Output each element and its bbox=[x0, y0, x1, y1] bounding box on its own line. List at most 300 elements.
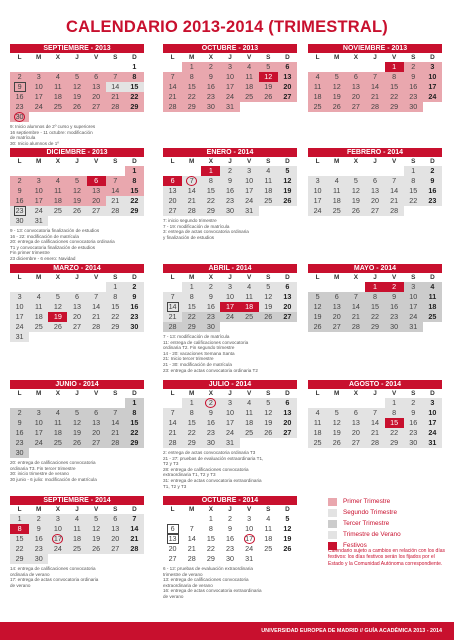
day-cell: 19 bbox=[48, 312, 67, 322]
day-cell: 28 bbox=[163, 322, 182, 332]
day-cell: 23 bbox=[201, 92, 220, 102]
day-cell: 21 bbox=[163, 428, 182, 438]
day-cell bbox=[125, 112, 144, 122]
day-cell bbox=[106, 448, 125, 458]
day-cell: 15 bbox=[385, 418, 404, 428]
day-cell: 12 bbox=[308, 302, 327, 312]
day-cell: 26 bbox=[67, 102, 86, 112]
weekday-label: D bbox=[430, 274, 435, 281]
day-cell: 9 bbox=[10, 418, 29, 428]
note-line: 23: entrega de actas convocatoria ordinaria T2 bbox=[163, 367, 258, 373]
day-cell: 26 bbox=[346, 206, 365, 216]
day-cell: 2 bbox=[29, 514, 48, 524]
day-cell bbox=[67, 282, 86, 292]
day-cell: 21 bbox=[87, 312, 106, 322]
day-cell: 28 bbox=[182, 206, 201, 216]
week-row bbox=[10, 554, 144, 564]
day-cell: 17 bbox=[220, 82, 239, 92]
day-cell: 31 bbox=[245, 554, 254, 563]
weekday-row bbox=[308, 53, 442, 62]
day-cell: 11 bbox=[240, 408, 259, 418]
legend-label: Segundo Trimestre bbox=[343, 509, 397, 516]
legend-label: Primer Trimestre bbox=[343, 498, 391, 505]
day-cell: 8 bbox=[125, 408, 144, 418]
week-row bbox=[163, 92, 297, 102]
weekday-label: M bbox=[189, 158, 195, 165]
day-cell: 25 bbox=[308, 438, 327, 448]
month-calendar bbox=[163, 44, 297, 112]
day-cell bbox=[423, 102, 442, 112]
weekday-label: M bbox=[36, 54, 42, 61]
day-cell: 12 bbox=[327, 418, 346, 428]
week-row bbox=[308, 282, 442, 292]
day-cell bbox=[327, 282, 346, 292]
week-row bbox=[163, 408, 297, 418]
footnote: Calendario sujeto a cambios en relación con los días festivos: los días festivos serán los fijados por el Estado y la Comunidad Autónoma correspondiente. bbox=[328, 548, 446, 567]
week-row bbox=[10, 448, 144, 458]
week-row bbox=[10, 534, 144, 544]
day-cell: 7 bbox=[182, 176, 201, 186]
day-cell: 20 bbox=[168, 544, 177, 553]
day-cell: 3 bbox=[240, 166, 259, 176]
day-cell: 7 bbox=[385, 176, 404, 186]
day-cell: 26 bbox=[259, 92, 278, 102]
day-cell: 29 bbox=[125, 102, 144, 112]
day-cell: 21 bbox=[125, 534, 144, 544]
weekday-label: V bbox=[94, 506, 99, 513]
day-cell bbox=[87, 282, 106, 292]
weekday-label: L bbox=[17, 390, 22, 397]
week-row bbox=[163, 72, 297, 82]
day-cell: 4 bbox=[308, 408, 327, 418]
month-calendar bbox=[10, 496, 144, 588]
weekday-label: L bbox=[170, 158, 175, 165]
day-cell: 2 bbox=[201, 62, 220, 72]
day-cell: 26 bbox=[67, 438, 86, 448]
day-cell: 3 bbox=[423, 398, 442, 408]
note-line: extraordinaria de verano bbox=[163, 582, 213, 588]
week-row bbox=[308, 292, 442, 302]
note-line: 16 - 22: modificación de matrícula bbox=[10, 233, 79, 239]
day-cell: 17 bbox=[10, 312, 29, 322]
day-cell: 8 bbox=[365, 292, 384, 302]
day-cell: 26 bbox=[67, 206, 86, 216]
month-header: OCTUBRE - 2013 bbox=[163, 44, 297, 53]
day-cell: 2 bbox=[220, 166, 239, 176]
day-cell: 7 bbox=[189, 524, 194, 533]
day-cell: 22 bbox=[201, 196, 220, 206]
day-cell: 13 bbox=[87, 418, 106, 428]
day-cell: 11 bbox=[48, 418, 67, 428]
note-line: 17: entrega de actas convocatoria ordinaria bbox=[10, 577, 99, 583]
day-cell: 9 bbox=[201, 292, 220, 302]
weekday-label: X bbox=[353, 390, 358, 397]
day-cell bbox=[327, 398, 346, 408]
day-cell: 27 bbox=[278, 428, 297, 438]
weekday-row bbox=[10, 389, 144, 398]
week-row bbox=[163, 554, 297, 564]
weekday-label: V bbox=[94, 274, 99, 281]
week-row bbox=[10, 206, 144, 216]
day-cell: 3 bbox=[308, 176, 327, 186]
day-cell: 17 bbox=[245, 534, 254, 543]
week-row bbox=[308, 176, 442, 186]
weekday-label: S bbox=[113, 158, 118, 165]
note-line: 13: entrega de calificaciones convocatoria bbox=[163, 577, 249, 583]
day-cell bbox=[48, 448, 67, 458]
note-line: 3: entrega de actas convocatoria ordinaria bbox=[163, 229, 249, 235]
weekday-label: S bbox=[266, 390, 271, 397]
weekday-label: X bbox=[353, 158, 358, 165]
week-row bbox=[10, 166, 144, 176]
day-cell: 23 bbox=[10, 438, 29, 448]
day-cell: 17 bbox=[423, 418, 442, 428]
month-header: NOVIEMBRE - 2013 bbox=[308, 44, 442, 53]
day-cell: 1 bbox=[125, 166, 144, 176]
day-cell: 9 bbox=[220, 176, 239, 186]
day-cell bbox=[29, 282, 48, 292]
week-row bbox=[163, 398, 297, 408]
week-row bbox=[10, 62, 144, 72]
month-calendar bbox=[10, 148, 144, 262]
day-cell: 28 bbox=[125, 544, 144, 554]
day-cell bbox=[125, 448, 144, 458]
day-cell: 11 bbox=[327, 186, 346, 196]
weekday-label: L bbox=[17, 158, 22, 165]
week-row bbox=[163, 62, 297, 72]
day-cell bbox=[259, 322, 278, 332]
day-cell: 23 bbox=[201, 428, 220, 438]
weekday-label: J bbox=[228, 158, 232, 165]
day-cell: 18 bbox=[264, 534, 273, 543]
day-cell: 1 bbox=[10, 514, 29, 524]
day-cell: 23 bbox=[385, 312, 404, 322]
day-cell: 12 bbox=[283, 524, 292, 533]
day-cell: 15 bbox=[365, 302, 384, 312]
note-line: T1, T2 y T3 bbox=[163, 483, 187, 489]
day-cell: 1 bbox=[201, 166, 220, 176]
day-cell: 5 bbox=[87, 514, 106, 524]
day-cell: 29 bbox=[206, 554, 215, 563]
day-cell: 5 bbox=[327, 408, 346, 418]
day-cell: 3 bbox=[220, 398, 239, 408]
day-cell: 13 bbox=[346, 418, 365, 428]
day-cell: 19 bbox=[259, 418, 278, 428]
day-cell bbox=[259, 102, 278, 112]
day-cell bbox=[106, 332, 125, 342]
day-cell bbox=[278, 322, 297, 332]
day-cell: 16 bbox=[220, 186, 239, 196]
day-cell: 19 bbox=[67, 92, 86, 102]
day-cell: 25 bbox=[48, 438, 67, 448]
day-cell: 16 bbox=[385, 302, 404, 312]
day-cell: 15 bbox=[182, 82, 201, 92]
day-cell: 27 bbox=[278, 92, 297, 102]
month-notes bbox=[163, 566, 297, 600]
week-row bbox=[163, 438, 297, 448]
day-cell: 17 bbox=[220, 302, 239, 312]
day-cell: 15 bbox=[182, 418, 201, 428]
day-cell: 3 bbox=[10, 292, 29, 302]
day-cell bbox=[346, 166, 365, 176]
day-cell bbox=[346, 398, 365, 408]
weekday-label: X bbox=[353, 54, 358, 61]
day-cell: 7 bbox=[163, 408, 182, 418]
day-cell: 30 bbox=[29, 554, 48, 564]
day-cell: 25 bbox=[67, 544, 86, 554]
day-cell: 18 bbox=[327, 196, 346, 206]
note-line: 21 - 30: modificación de matrícula bbox=[163, 361, 232, 367]
day-cell: 15 bbox=[182, 302, 201, 312]
weekday-row bbox=[163, 157, 297, 166]
day-cell: 26 bbox=[87, 544, 106, 554]
day-cell: 16 bbox=[404, 82, 423, 92]
weekday-label: L bbox=[170, 274, 175, 281]
day-cell: 26 bbox=[48, 322, 67, 332]
note-line: 21 - 27: pruebas de evaluación extraordinaria T1, bbox=[163, 455, 264, 461]
day-cell bbox=[163, 62, 182, 72]
weekday-row bbox=[163, 53, 297, 62]
weekday-label: J bbox=[228, 54, 232, 61]
day-cell: 26 bbox=[327, 102, 346, 112]
day-cell: 13 bbox=[278, 292, 297, 302]
day-cell bbox=[87, 332, 106, 342]
legend-label: Trimestre de Verano bbox=[343, 531, 401, 538]
day-cell: 26 bbox=[308, 322, 327, 332]
day-cell: 10 bbox=[308, 186, 327, 196]
week-row bbox=[308, 302, 442, 312]
day-cell: 8 bbox=[10, 524, 29, 534]
day-cell: 19 bbox=[67, 428, 86, 438]
weekday-label: V bbox=[247, 506, 252, 513]
day-cell: 20 bbox=[67, 312, 86, 322]
weekday-label: M bbox=[36, 390, 42, 397]
day-cell bbox=[48, 554, 67, 564]
day-cell: 8 bbox=[182, 292, 201, 302]
day-cell bbox=[327, 62, 346, 72]
day-cell: 13 bbox=[278, 72, 297, 82]
weekday-label: X bbox=[55, 158, 60, 165]
note-line: de matrícula bbox=[10, 135, 36, 141]
day-cell: 2 bbox=[227, 514, 232, 523]
weekday-label: X bbox=[353, 274, 358, 281]
weekday-label: L bbox=[17, 274, 22, 281]
day-cell: 24 bbox=[220, 92, 239, 102]
day-cell: 28 bbox=[87, 322, 106, 332]
weekday-row bbox=[10, 505, 144, 514]
day-cell: 18 bbox=[240, 82, 259, 92]
day-cell: 7 bbox=[106, 176, 125, 186]
day-cell: 20 bbox=[327, 312, 346, 322]
weekday-label: D bbox=[132, 54, 137, 61]
weekday-label: S bbox=[411, 54, 416, 61]
day-cell: 10 bbox=[48, 524, 67, 534]
day-cell: 7 bbox=[87, 292, 106, 302]
month-calendar bbox=[10, 380, 144, 482]
weekday-label: D bbox=[430, 390, 435, 397]
day-cell: 3 bbox=[29, 408, 48, 418]
week-row bbox=[163, 312, 297, 322]
day-cell: 20 bbox=[278, 82, 297, 92]
day-cell bbox=[48, 332, 67, 342]
weekday-label: V bbox=[392, 390, 397, 397]
day-cell bbox=[67, 554, 86, 564]
legend-label: Tercer Trimestre bbox=[343, 520, 390, 527]
day-cell: 1 bbox=[125, 398, 144, 408]
day-cell: 3 bbox=[220, 282, 239, 292]
day-cell: 19 bbox=[67, 196, 86, 206]
weekday-label: S bbox=[113, 54, 118, 61]
week-row bbox=[308, 428, 442, 438]
day-cell: 14 bbox=[87, 302, 106, 312]
day-cell: 30 bbox=[10, 448, 29, 458]
day-cell: 14 bbox=[106, 186, 125, 196]
week-row bbox=[10, 438, 144, 448]
day-cell: 9 bbox=[201, 72, 220, 82]
day-cell: 13 bbox=[87, 186, 106, 196]
week-row bbox=[163, 534, 297, 544]
day-cell: 7 bbox=[163, 292, 182, 302]
weekday-label: D bbox=[132, 390, 137, 397]
week-row bbox=[10, 524, 144, 534]
note-line: 2: entrega de actas convocatoria ordinaria T3 bbox=[163, 450, 256, 455]
day-cell: 21 bbox=[182, 196, 201, 206]
day-cell: 20 bbox=[365, 196, 384, 206]
day-cell: 4 bbox=[266, 514, 271, 523]
month-header: MAYO - 2014 bbox=[308, 264, 442, 273]
day-cell: 3 bbox=[247, 514, 252, 523]
day-cell: 13 bbox=[163, 186, 182, 196]
day-cell: 17 bbox=[308, 196, 327, 206]
day-cell: 10 bbox=[245, 524, 254, 533]
day-cell: 6 bbox=[106, 514, 125, 524]
day-cell: 19 bbox=[327, 428, 346, 438]
legend-swatch bbox=[328, 498, 337, 506]
day-cell: 29 bbox=[365, 322, 384, 332]
weekday-label: S bbox=[411, 274, 416, 281]
weekday-label: L bbox=[315, 390, 320, 397]
day-cell: 6 bbox=[327, 292, 346, 302]
day-cell: 1 bbox=[385, 398, 404, 408]
month-calendar bbox=[10, 44, 144, 146]
day-cell: 31 bbox=[404, 322, 423, 332]
day-cell: 3 bbox=[29, 72, 48, 82]
day-cell: 25 bbox=[327, 206, 346, 216]
week-row bbox=[163, 176, 297, 186]
note-line: 16: entrega de actas convocatoria extraordinaria bbox=[163, 588, 262, 594]
week-row bbox=[308, 62, 442, 72]
note-line: T1 y convocatoria finalización de estudios bbox=[10, 244, 96, 250]
day-cell bbox=[106, 166, 125, 176]
weekday-label: X bbox=[55, 390, 60, 397]
week-row bbox=[163, 166, 297, 176]
day-cell: 24 bbox=[404, 312, 423, 322]
day-cell: 24 bbox=[423, 428, 442, 438]
day-cell: 10 bbox=[240, 176, 259, 186]
day-cell bbox=[10, 62, 29, 72]
day-cell: 17 bbox=[240, 186, 259, 196]
month-notes bbox=[10, 460, 144, 482]
day-cell: 3 bbox=[404, 282, 423, 292]
day-cell: 25 bbox=[29, 322, 48, 332]
day-cell: 31 bbox=[423, 438, 442, 448]
day-cell: 10 bbox=[220, 408, 239, 418]
day-cell bbox=[182, 166, 201, 176]
day-cell: 22 bbox=[182, 428, 201, 438]
day-cell: 21 bbox=[106, 196, 125, 206]
week-row bbox=[308, 418, 442, 428]
day-cell: 25 bbox=[48, 206, 67, 216]
day-cell: 30 bbox=[125, 322, 144, 332]
week-row bbox=[10, 282, 144, 292]
month-calendar bbox=[163, 496, 297, 600]
week-row bbox=[10, 102, 144, 112]
day-cell: 31 bbox=[220, 438, 239, 448]
day-cell: 5 bbox=[259, 62, 278, 72]
week-row bbox=[308, 206, 442, 216]
weekday-label: S bbox=[113, 274, 118, 281]
day-cell: 14 bbox=[346, 302, 365, 312]
month-header: MARZO - 2014 bbox=[10, 264, 144, 273]
note-line: extraordinaria T1, T2 y T3 bbox=[163, 472, 216, 478]
legend-item bbox=[328, 496, 401, 507]
weekday-label: V bbox=[247, 274, 252, 281]
day-cell: 26 bbox=[278, 196, 297, 206]
day-cell: 14 bbox=[163, 82, 182, 92]
day-cell: 9 bbox=[201, 408, 220, 418]
weekday-label: J bbox=[228, 390, 232, 397]
day-cell: 12 bbox=[48, 302, 67, 312]
day-cell: 4 bbox=[240, 398, 259, 408]
day-cell: 15 bbox=[206, 534, 215, 543]
day-cell: 6 bbox=[87, 72, 106, 82]
month-header: FEBRERO - 2014 bbox=[308, 148, 442, 157]
day-cell: 28 bbox=[163, 438, 182, 448]
note-line: 31: entrega de actas convocatoria extraordinaria bbox=[163, 477, 262, 483]
day-cell: 7 bbox=[365, 72, 384, 82]
day-cell: 13 bbox=[346, 82, 365, 92]
day-cell: 27 bbox=[67, 322, 86, 332]
weekday-row bbox=[10, 157, 144, 166]
day-cell: 17 bbox=[48, 534, 67, 544]
day-cell: 5 bbox=[346, 176, 365, 186]
day-cell: 23 bbox=[220, 196, 239, 206]
month-calendar bbox=[163, 148, 297, 240]
day-cell bbox=[10, 398, 29, 408]
day-cell: 18 bbox=[423, 302, 442, 312]
day-cell bbox=[423, 322, 442, 332]
weekday-label: M bbox=[334, 274, 340, 281]
day-cell: 15 bbox=[404, 186, 423, 196]
footer-bar: UNIVERSIDAD EUROPEA DE MADRID // GUÍA ACADÉMICA 2013 - 2014 bbox=[0, 622, 454, 640]
day-cell: 11 bbox=[259, 176, 278, 186]
day-cell: 1 bbox=[182, 282, 201, 292]
day-cell: 21 bbox=[365, 92, 384, 102]
weekday-label: M bbox=[36, 506, 42, 513]
day-cell bbox=[10, 282, 29, 292]
note-line: 7 - 19: modificación de matrícula bbox=[163, 223, 230, 229]
day-cell: 20 bbox=[278, 302, 297, 312]
weekday-label: D bbox=[430, 158, 435, 165]
weekday-label: J bbox=[75, 390, 79, 397]
day-cell: 19 bbox=[346, 196, 365, 206]
day-cell: 29 bbox=[385, 438, 404, 448]
weekday-label: V bbox=[247, 54, 252, 61]
weekday-label: X bbox=[208, 274, 213, 281]
note-line: 30: inicio trimestre de verano bbox=[10, 471, 69, 477]
day-cell: 14 bbox=[106, 82, 125, 92]
day-cell: 21 bbox=[365, 428, 384, 438]
